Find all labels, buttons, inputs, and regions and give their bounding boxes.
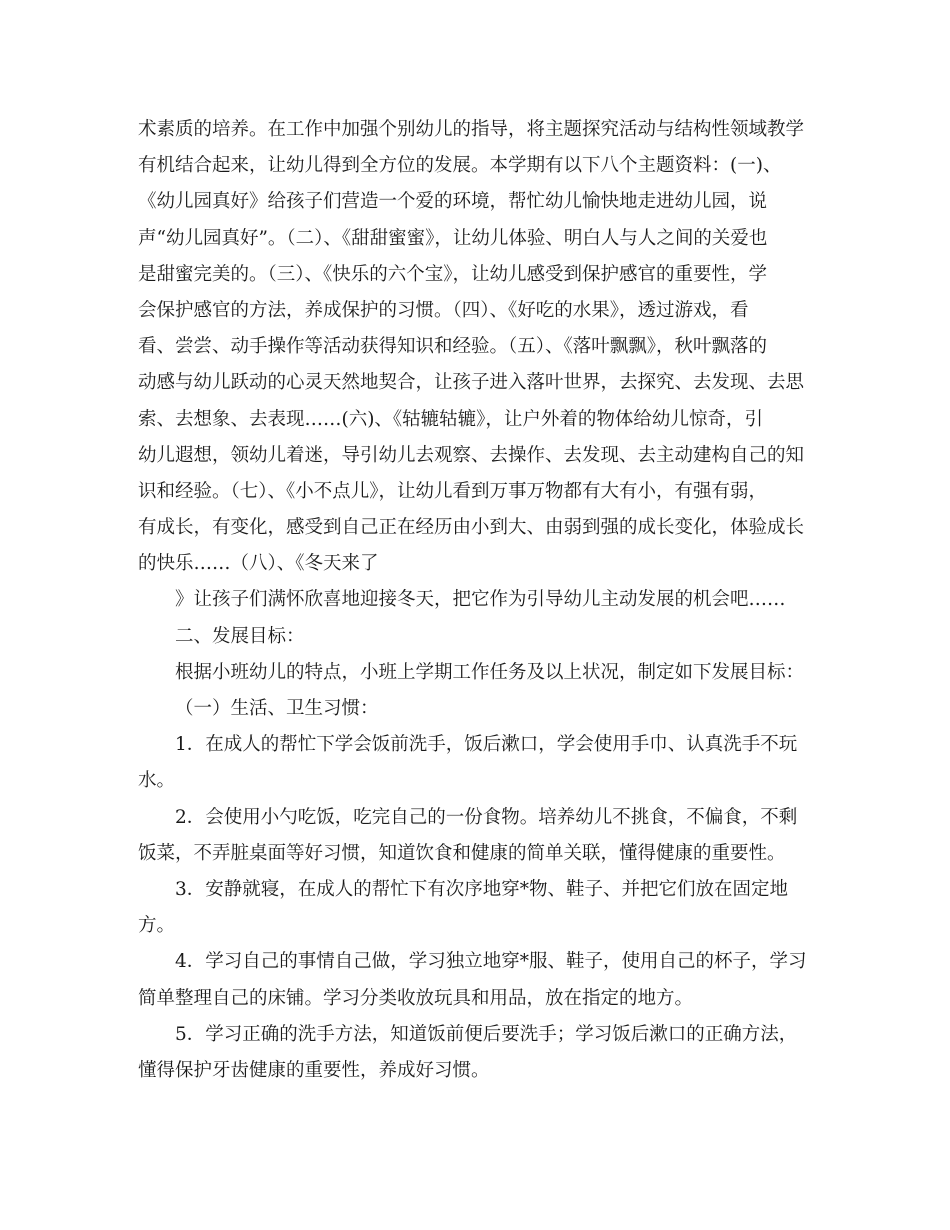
text-line: 简单整理自己的床铺。学习分类收放玩具和用品，放在指定的地方。 <box>138 987 694 1009</box>
text-line: 3．安静就寝，在成人的帮忙下有次序地穿*物、鞋子、并把它们放在固定地 <box>175 878 789 900</box>
text-line: 2．会使用小勺吃饭，吃完自己的一份食物。培养幼儿不挑食，不偏食，不剩 <box>175 806 798 828</box>
text-line: 看、尝尝、动手操作等活动获得知识和经验。（五）、《落叶飘飘》，秋叶飘落的 <box>138 336 768 358</box>
text-line: （一）生活、卫生习惯： <box>175 698 379 719</box>
text-line: 的快乐……（八）、《冬天来了 <box>138 553 379 575</box>
text-line: 会保护感官的方法，养成保护的习惯。（四）、《好吃的水果》，透过游戏，看 <box>138 299 749 321</box>
document-body <box>138 112 814 1089</box>
text-line: 术素质的培养。在工作中加强个别幼儿的指导，将主题探究活动与结构性领域教学 <box>138 119 805 140</box>
text-line: 5．学习正确的洗手方法，知道饭前便后要洗手；学习饭后漱口的正确方法， <box>175 1023 798 1045</box>
text-line: 幼儿遐想，领幼儿着迷，导引幼儿去观察、去操作、去发现、去主动建构自己的知 <box>138 444 805 466</box>
text-line: 方。 <box>138 915 176 937</box>
text-line: 索、去想象、去表现……(六)、《轱辘轱辘》，让户外着的物体给幼儿惊奇，引 <box>138 408 763 430</box>
text-line: 识和经验。（七）、《小不点儿》，让幼儿看到万事万物都有大有小，有强有弱， <box>138 480 768 502</box>
text-line: 二、发展目标： <box>175 625 305 647</box>
text-line: 根据小班幼儿的特点，小班上学期工作任务及以上状况，制定如下发展目标： <box>175 661 805 683</box>
text-line: 懂得保护牙齿健康的重要性，养成好习惯。 <box>138 1059 490 1081</box>
text-line: 动感与幼儿跃动的心灵天然地契合，让孩子进入落叶世界，去探究、去发现、去思 <box>138 372 805 394</box>
text-line: 声“幼儿园真好”。（二）、《甜甜蜜蜜》，让幼儿体验、明白人与人之间的关爱也 <box>138 227 768 249</box>
text-line: 4．学习自己的事情自己做，学习独立地穿*服、鞋子，使用自己的杯子，学习 <box>175 951 807 973</box>
text-line: 有成长，有变化，感受到自己正在经历由小到大、由弱到强的成长变化，体验成长 <box>138 517 805 539</box>
text-line: 》让孩子们满怀欣喜地迎接冬天，把它作为引导幼儿主动发展的机会吧…… <box>175 589 786 611</box>
text-line: 有机结合起来，让幼儿得到全方位的发展。本学期有以下八个主题资料：(一)、 <box>138 155 782 177</box>
text-line: 《幼儿园真好》给孩子们营造一个爱的环境，帮忙幼儿愉快地走进幼儿园，说 <box>138 191 768 213</box>
text-line: 水。 <box>138 770 176 792</box>
text-line: 1．在成人的帮忙下学会饭前洗手，饭后漱口，学会使用手巾、认真洗手不玩 <box>175 734 798 756</box>
text-line: 饭菜，不弄脏桌面等好习惯，知道饮食和健康的简单关联，懂得健康的重要性。 <box>138 842 786 864</box>
text-line: 是甜蜜完美的。（三）、《快乐的六个宝》，让幼儿感受到保护感官的重要性，学 <box>138 263 768 285</box>
